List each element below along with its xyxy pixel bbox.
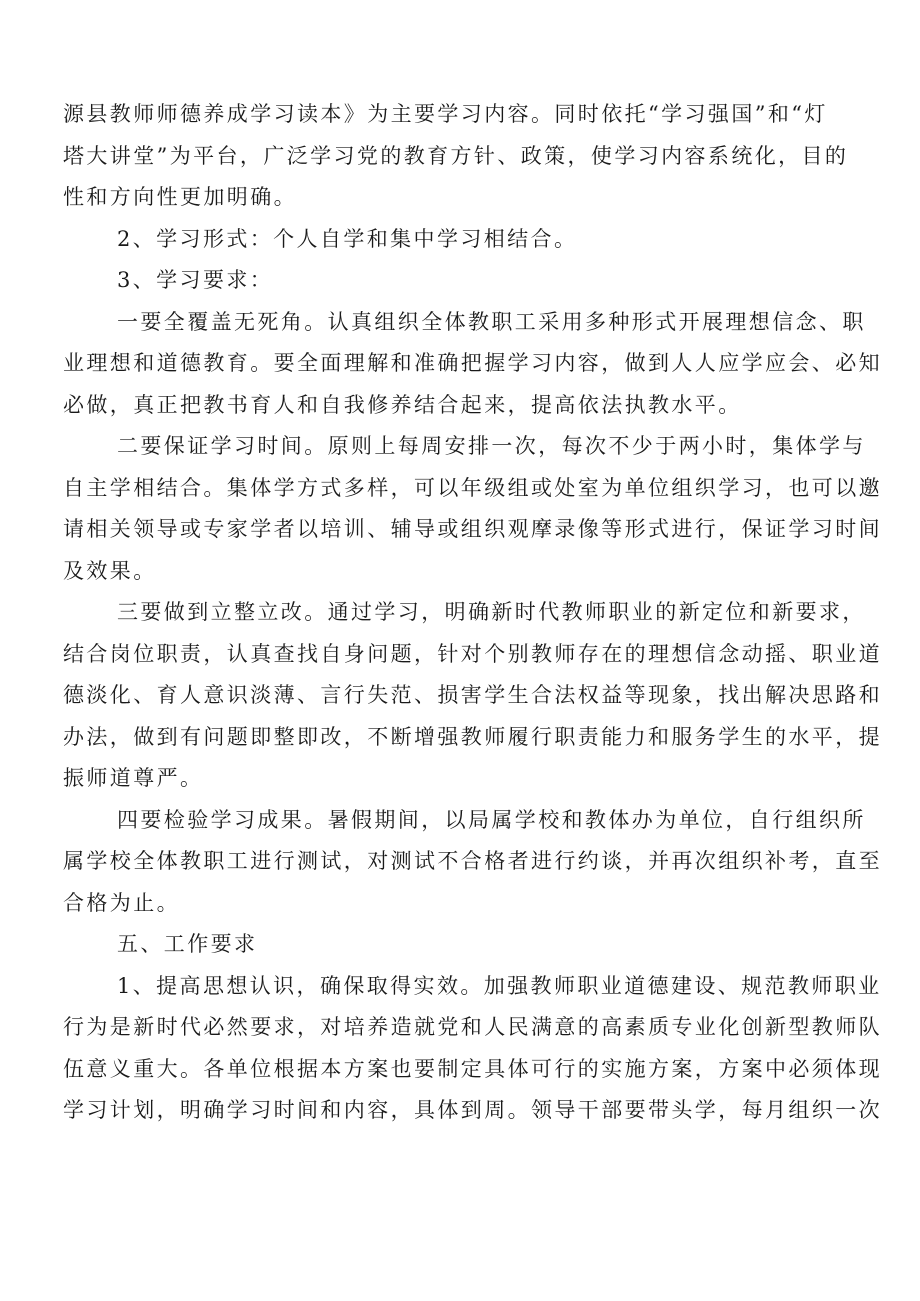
paragraph-first-line: 四要检验学习成果。暑假期间，以局属学校和教体办为单位，自行组织所 — [117, 807, 866, 832]
text-line: 及效果。 — [63, 558, 157, 583]
text-line: 德淡化、育人意识淡薄、言行失范、损害学生合法权益等现象，找出解决思路和 — [63, 683, 882, 707]
section-heading: 五、工作要求 — [117, 932, 258, 956]
text-line: 伍意义重大。各单位根据本方案也要制定具体可行的实施方案，方案中必须体现 — [63, 1056, 882, 1081]
text-line: 性和方向性更加明确。 — [63, 185, 297, 209]
text-line: 属学校全体教职工进行测试，对测试不合格者进行约谈，并再次组织补考，直至 — [63, 849, 882, 873]
paragraph-first-line: 3、学习要求： — [117, 268, 274, 292]
body-text — [63, 94, 882, 1132]
text-line: 合格为止。 — [63, 890, 180, 915]
text-line: 源县教师师德养成学习读本》为主要学习内容。同时依托“学习强国”和“灯 — [63, 102, 828, 126]
text-line: 业理想和道德教育。要全面理解和准确把握学习内容，做到人人应学应会、必知 — [63, 351, 882, 375]
paragraph-first-line: 1、提高思想认识，确保取得实效。加强教师职业道德建设、规范教师职业 — [117, 973, 882, 998]
text-line: 振师道尊严。 — [63, 766, 204, 790]
paragraph-first-line: 2、学习形式：个人自学和集中学习相结合。 — [117, 226, 578, 251]
text-line: 塔大讲堂”为平台，广泛学习党的教育方针、政策，使学习内容系统化，目的 — [63, 143, 849, 168]
text-line: 结合岗位职责，认真查找自身问题，针对个别教师存在的理想信念动摇、职业道 — [63, 641, 882, 666]
paragraph-first-line: 一要全覆盖无死角。认真组织全体教职工采用多种形式开展理想信念、职 — [117, 309, 866, 334]
paragraph-first-line: 二要保证学习时间。原则上每周安排一次，每次不少于两小时，集体学与 — [117, 434, 866, 458]
text-line: 学习计划，明确学习时间和内容，具体到周。领导干部要带头学，每月组织一次 — [63, 1098, 882, 1122]
text-line: 行为是新时代必然要求，对培养造就党和人民满意的高素质专业化创新型教师队 — [63, 1015, 882, 1039]
text-line: 请相关领导或专家学者以培训、辅导或组织观摩录像等形式进行，保证学习时间 — [63, 517, 882, 541]
text-line: 自主学相结合。集体学方式多样，可以年级组或处室为单位组织学习，也可以邀 — [63, 475, 882, 500]
paragraph-first-line: 三要做到立整立改。通过学习，明确新时代教师职业的新定位和新要求， — [117, 600, 866, 624]
text-line: 办法，做到有问题即整即改，不断增强教师履行职责能力和服务学生的水平，提 — [63, 724, 882, 749]
text-line: 必做，真正把教书育人和自我修养结合起来，提高依法执教水平。 — [63, 392, 742, 417]
